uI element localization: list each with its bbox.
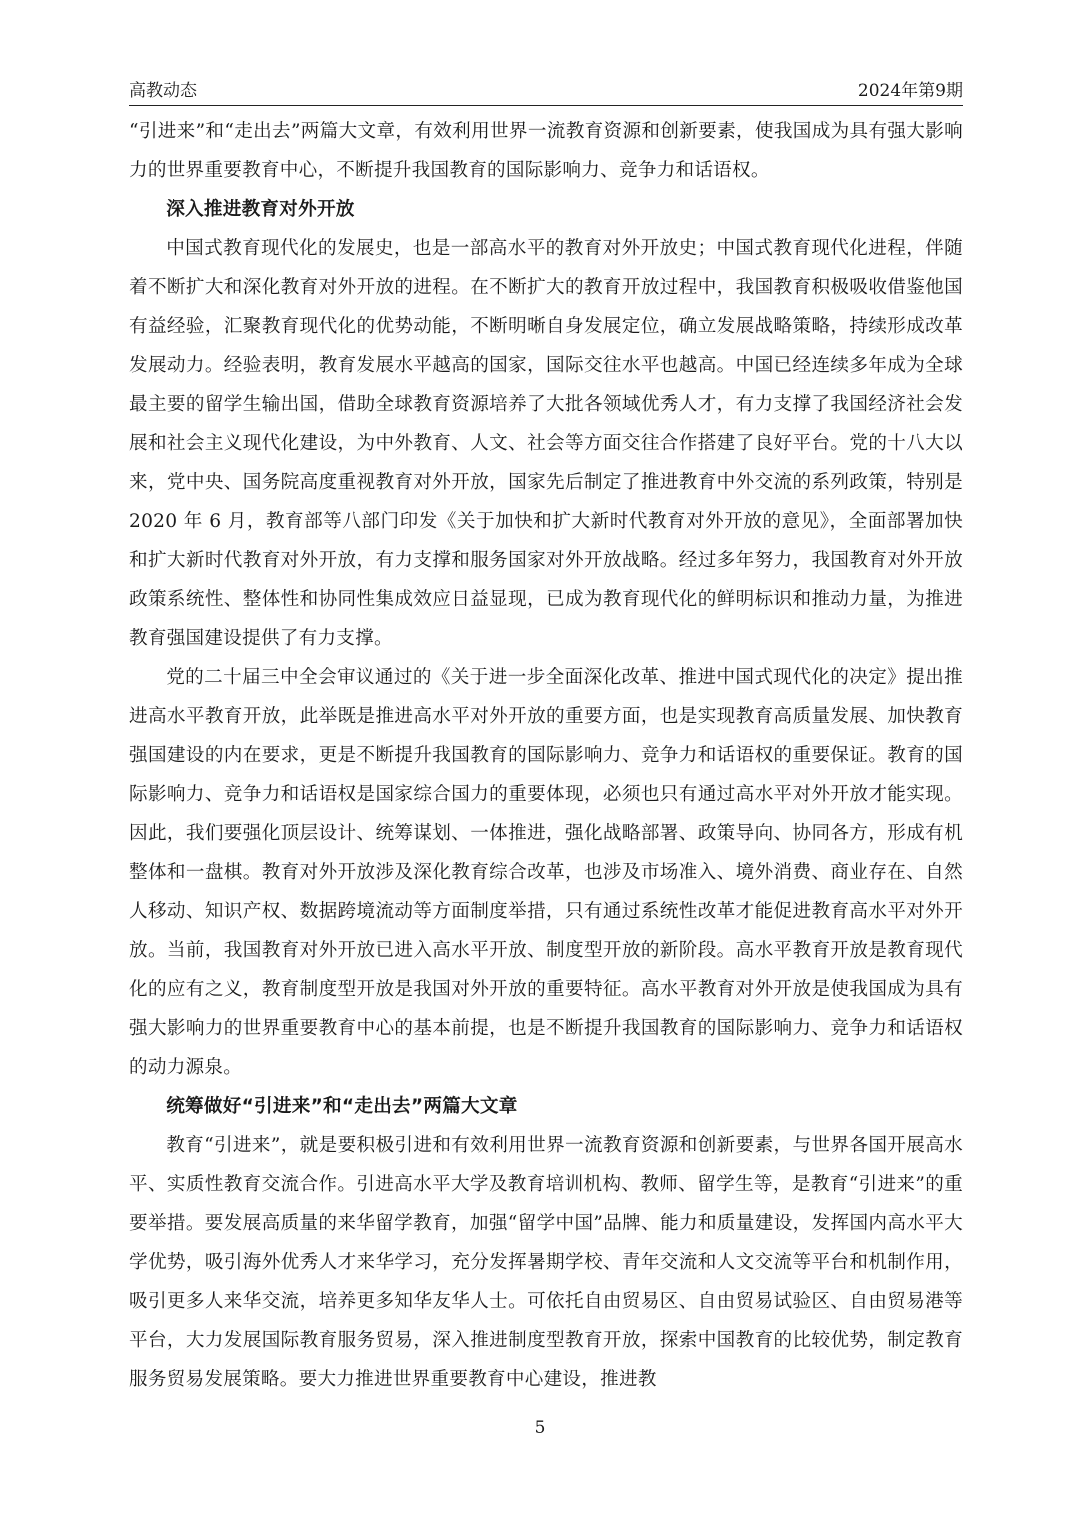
paragraph-education-history: 中国式教育现代化的发展史，也是一部高水平的教育对外开放史；中国式教育现代化进程，伴随着不断扩大和深化教育对外开放的进程。在不断扩大的教育开放过程中，我国教育积极吸收借鉴他国有益经验，汇聚教育现代化的优势动能，不断明晰自身发展定位，确立发展战略策略，持续形成改革发展动力。经验表明，教育发展水平越高的国家，国际交往水平也越高。中国已经连续多年成为全球最主要的留学生输出国，借助全球教育资源培养了大批各领域优秀人才，有力支撑了我国经济社会发展和社会主义现代化建设，为中外教育、人文、社会等方面交往合作搭建了良好平台。党的十八大以来，党中央、国务院高度重视教育对外开放，国家先后制定了推进教育中外交流的系列政策，特别是 2020 年 6 月，教育部等八部门印发《关于加快和扩大新时代教育对外开放的意见》，全面部署加快和扩大新时代教育对外开放，有力支撑和服务国家对外开放战略。经过多年努力，我国教育对外开放政策系统性、整体性和协同性集成效应日益显现，已成为教育现代化的鲜明标识和推动力量，为推进教育强国建设提供了有力支撑。 [129, 238, 963, 649]
article-body [129, 112, 963, 1399]
journal-title: 高教动态 [129, 81, 197, 101]
section-heading-opening-up: 深入推进教育对外开放 [166, 199, 355, 220]
header-divider [129, 105, 963, 106]
issue-label: 2024年第9期 [857, 81, 963, 101]
page-number: 5 [534, 1418, 546, 1438]
paragraph-bring-in: 教育“引进来”，就是要积极引进和有效利用世界一流教育资源和创新要素，与世界各国开展高水平、实质性教育交流合作。引进高水平大学及教育培训机构、教师、留学生等，是教育“引进来”的重要举措。要发展高质量的来华留学教育，加强“留学中国”品牌、能力和质量建设，发挥国内高水平大学优势，吸引海外优秀人才来华学习，充分发挥暑期学校、青年交流和人文交流等平台和机制作用，吸引更多人来华交流，培养更多知华友华人士。可依托自由贸易区、自由贸易试验区、自由贸易港等平台，大力发展国际教育服务贸易，深入推进制度型教育开放，探索中国教育的比较优势，制定教育服务贸易发展策略。要大力推进世界重要教育中心建设，推进教 [129, 1135, 963, 1390]
paragraph-high-level-opening: 党的二十届三中全会审议通过的《关于进一步全面深化改革、推进中国式现代化的决定》提出推进高水平教育开放，此举既是推进高水平对外开放的重要方面，也是实现教育高质量发展、加快教育强国建设的内在要求，更是不断提升我国教育的国际影响力、竞争力和话语权的重要保证。教育的国际影响力、竞争力和话语权是国家综合国力的重要体现，必须也只有通过高水平对外开放才能实现。因此，我们要强化顶层设计、统筹谋划、一体推进，强化战略部署、政策导向、协同各方，形成有机整体和一盘棋。教育对外开放涉及深化教育综合改革，也涉及市场准入、境外消费、商业存在、自然人移动、知识产权、数据跨境流动等方面制度举措，只有通过系统性改革才能促进教育高水平对外开放。当前，我国教育对外开放已进入高水平开放、制度型开放的新阶段。高水平教育开放是教育现代化的应有之义，教育制度型开放是我国对外开放的重要特征。高水平教育对外开放是使我国成为具有强大影响力的世界重要教育中心的基本前提，也是不断提升我国教育的国际影响力、竞争力和话语权的动力源泉。 [129, 667, 963, 1078]
section-heading-bring-in-go-out: 统筹做好“引进来”和“走出去”两篇大文章 [166, 1096, 518, 1117]
running-header [129, 78, 963, 104]
continued-paragraph: “引进来”和“走出去”两篇大文章，有效利用世界一流教育资源和创新要素，使我国成为具有强大影响力的世界重要教育中心，不断提升我国教育的国际影响力、竞争力和话语权。 [129, 121, 963, 181]
